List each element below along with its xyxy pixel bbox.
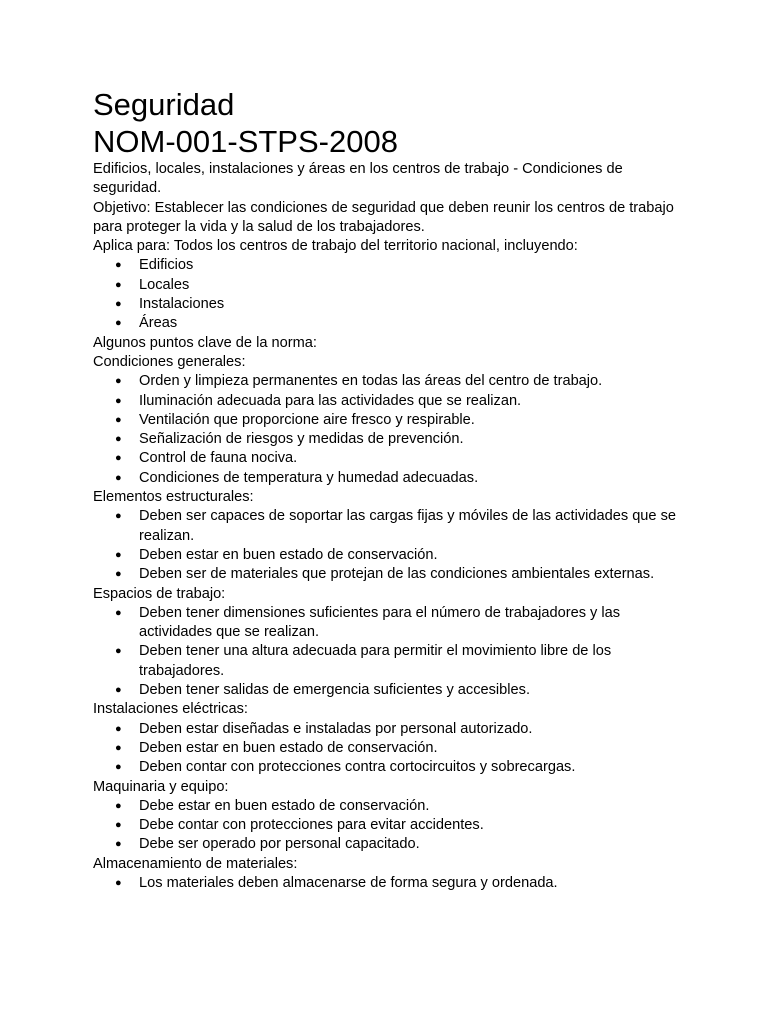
bullet-icon: ● [115, 606, 122, 619]
list-item: ● Los materiales deben almacenarse de forma segura y ordenada. [139, 874, 693, 893]
objective-text: Objetivo: Establecer las condiciones de seguridad que deben reunir los centros de trabajo para proteger la vida y la salud de los trabajadores. [93, 199, 674, 235]
bullet-icon: ● [115, 876, 122, 889]
document-content [93, 86, 693, 893]
section-heading-structural: Elementos estructurales: [93, 489, 254, 506]
bullet-icon: ● [115, 317, 122, 330]
bullet-icon: ● [115, 394, 122, 407]
section-list-general [93, 372, 693, 488]
list-item: ● Deben ser de materiales que protejan de las condiciones ambientales externas. [139, 565, 693, 584]
page-title: Seguridad [93, 87, 235, 122]
section-heading-general: Condiciones generales: [93, 353, 246, 370]
list-item: ● Deben estar diseñadas e instaladas por personal autorizado. [139, 720, 693, 739]
list-item: ● Señalización de riesgos y medidas de prevención. [139, 430, 693, 449]
section-list-machinery [93, 797, 693, 855]
list-item: ● Condiciones de temperatura y humedad adecuadas. [139, 469, 693, 488]
section-list-electrical [93, 720, 693, 778]
list-item: ● Áreas [139, 314, 693, 333]
list-item: ● Debe estar en buen estado de conservación. [139, 797, 693, 816]
intro-text: Edificios, locales, instalaciones y áreas en los centros de trabajo - Condiciones de seguridad. [93, 161, 623, 197]
list-item: ● Debe ser operado por personal capacitado. [139, 835, 693, 854]
bullet-icon: ● [115, 433, 122, 446]
bullet-icon: ● [115, 510, 122, 523]
bullet-icon: ● [115, 799, 122, 812]
section-list-structural [93, 507, 693, 584]
list-item: ● Instalaciones [139, 295, 693, 314]
section-list-storage [93, 874, 693, 893]
bullet-icon: ● [115, 259, 122, 272]
list-item: ● Deben tener una altura adecuada para permitir el movimiento libre de los trabajadores. [115, 643, 612, 679]
section-heading-storage: Almacenamiento de materiales: [93, 855, 298, 872]
bullet-icon: ● [115, 452, 122, 465]
bullet-icon: ● [115, 741, 122, 754]
bullet-icon: ● [115, 375, 122, 388]
bullet-icon: ● [115, 761, 122, 774]
bullet-icon: ● [115, 722, 122, 735]
bullet-icon: ● [115, 645, 122, 658]
bullet-icon: ● [115, 298, 122, 311]
bullet-icon: ● [115, 684, 122, 697]
norm-code-title: NOM-001-STPS-2008 [93, 124, 398, 159]
bullet-icon: ● [115, 838, 122, 851]
list-item: ● Control de fauna nociva. [139, 449, 693, 468]
list-item: ● Debe contar con protecciones para evitar accidentes. [139, 816, 693, 835]
section-heading-workspaces: Espacios de trabajo: [93, 585, 226, 602]
list-item: ● Locales [139, 276, 693, 295]
list-item: ● Orden y limpieza permanentes en todas las áreas del centro de trabajo. [139, 372, 693, 391]
list-item: ● Deben estar en buen estado de conservación. [139, 546, 693, 565]
list-item: ● Deben tener salidas de emergencia suficientes y accesibles. [139, 681, 693, 700]
bullet-icon: ● [115, 568, 122, 581]
section-heading-machinery: Maquinaria y equipo: [93, 778, 229, 795]
applies-list [93, 256, 693, 333]
list-item: ● Deben estar en buen estado de conservación. [139, 739, 693, 758]
bullet-icon: ● [115, 413, 122, 426]
bullet-icon: ● [115, 819, 122, 832]
applies-label: Aplica para: Todos los centros de trabajo del territorio nacional, incluyendo: [93, 238, 578, 255]
list-item: ● Edificios [139, 256, 693, 275]
list-item: ● Deben tener dimensiones suficientes para el número de trabajadores y las actividades que se realizan. [115, 604, 621, 641]
bullet-icon: ● [115, 548, 122, 561]
list-item: ● Deben contar con protecciones contra cortocircuitos y sobrecargas. [139, 758, 693, 777]
list-item: ● Deben ser capaces de soportar las cargas fijas y móviles de las actividades que se realizan. [115, 508, 677, 544]
bullet-icon: ● [115, 471, 122, 484]
key-points-label: Algunos puntos clave de la norma: [93, 334, 317, 351]
bullet-icon: ● [115, 278, 122, 291]
section-heading-electrical: Instalaciones eléctricas: [93, 701, 248, 718]
list-item: ● Ventilación que proporcione aire fresco y respirable. [139, 411, 693, 430]
section-list-workspaces [93, 604, 693, 700]
list-item: ● Iluminación adecuada para las actividades que se realizan. [139, 392, 693, 411]
